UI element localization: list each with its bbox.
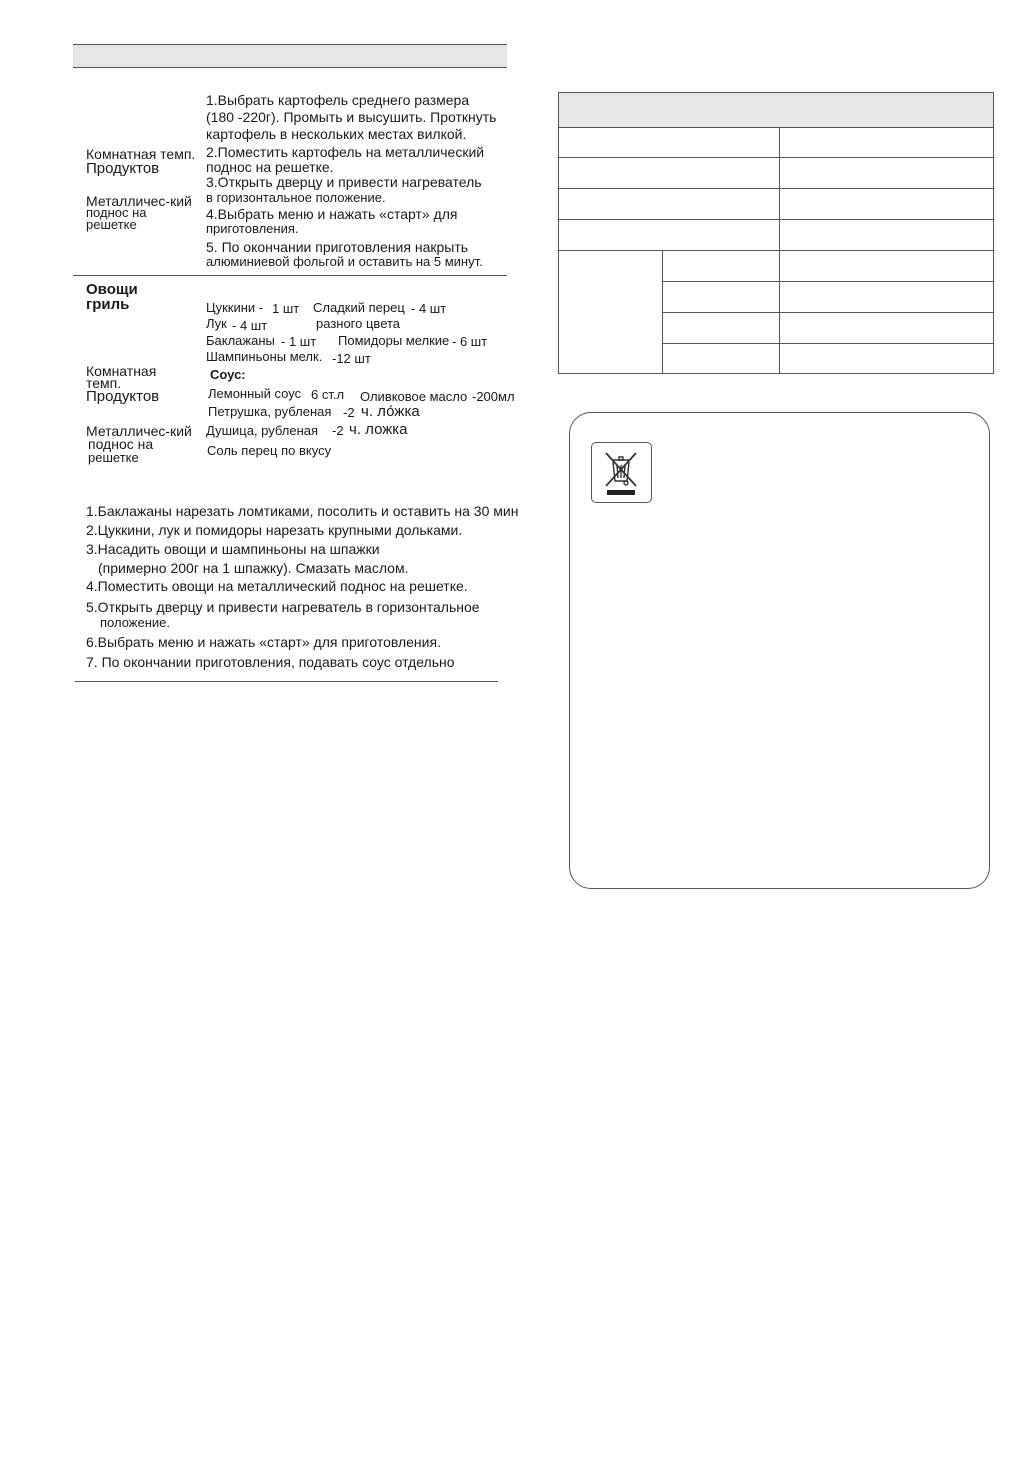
table-header [559, 93, 993, 128]
recipe1-tray-label: поднос на [86, 205, 147, 220]
recipe2-temp-label: Комнатная [86, 363, 157, 379]
ingredient-qty: - 4 шт [411, 301, 447, 316]
recipe2-temp-label: темп. [86, 375, 122, 391]
sauce-item: Лемонный соус [208, 386, 302, 401]
recipe2-tray-label: поднос на [88, 436, 154, 452]
ingredient-qty: 1 шт [272, 301, 300, 316]
specification-table [558, 92, 994, 374]
recipe2-step-line: 3.Насадить овощи и шампиньоны на шпажки [86, 541, 380, 557]
sauce-qty: -2 [343, 405, 355, 420]
recipe2-step-line: 2.Цуккини, лук и помидоры нарезать крупными дольками. [86, 522, 463, 538]
ingredient-name: Сладкий перец [313, 300, 405, 315]
table-row-line [559, 188, 993, 189]
recipe2-step-line: положение. [100, 615, 171, 630]
table-row-line [559, 250, 993, 251]
ingredient-qty: - 6 шт [452, 334, 488, 349]
sauce-item: Петрушка, рубленая [208, 404, 332, 419]
sauce-qty: -2 [332, 423, 344, 438]
sauce-item: Душица, рубленая [206, 423, 319, 438]
bottom-rule [75, 681, 498, 682]
recipe1-step-line: поднос на решетке. [206, 159, 334, 175]
recipe1-step-line: (180 -220г). Промыть и высушить. Проткнуть [206, 109, 497, 125]
recipe1-step-line: 1.Выбрать картофель среднего размера [206, 92, 470, 108]
ingredient-name: Цуккини - [206, 300, 264, 315]
ingredient-name: Шампиньоны мелк. [206, 349, 323, 364]
table-row-line [662, 281, 993, 282]
table-col-line [779, 127, 780, 373]
recipe2-step-line: 4.Поместить овощи на металлический поднос на решетке. [86, 578, 468, 594]
table-row-line [662, 312, 993, 313]
recipe2-tray-label: Металличес-кий [86, 423, 192, 439]
ingredient-qty: - 4 шт [232, 318, 268, 333]
table-row-line [559, 219, 993, 220]
sauce-item: Оливковое масло [360, 389, 468, 404]
recipe2-title: гриль [86, 296, 130, 313]
recipe1-step-line: алюминиевой фольгой и оставить на 5 минут. [206, 254, 483, 269]
table-row-line [559, 157, 993, 158]
sauce-item: Соль перец по вкусу [207, 443, 332, 458]
recipe2-step-line: 5.Открыть дверцу и привести нагреватель в горизонтальное [86, 599, 480, 615]
recipe2-temp-label: Продуктов [86, 388, 160, 405]
left-header-bar [73, 44, 507, 68]
recipe1-step-line: 2.Поместить картофель на металлический [206, 144, 485, 160]
recipe1-step-line: в горизонтальное положение. [206, 190, 386, 205]
sauce-unit: ч. ло́жка [361, 403, 420, 420]
recipe1-step-line: картофель в нескольких местах вилкой. [206, 126, 467, 142]
recipe1-temp-label: Продуктов [86, 160, 160, 177]
recipe2-step-line: 1.Баклажаны нарезать ломтиками, посолить и оставить на 30 мин [86, 503, 519, 519]
ingredient-name: Баклажаны [206, 333, 275, 348]
recipe1-tray-label: Металличес-кий [86, 193, 192, 209]
sauce-qty: 6 ст.л [311, 387, 345, 402]
table-row-line [662, 343, 993, 344]
crossed-bin-graphic [592, 443, 650, 501]
recipe1-step-line: приготовления. [206, 221, 299, 236]
recipe2-tray-label: решетке [88, 450, 139, 465]
recipe1-temp-label: Комнатная темп. [86, 146, 196, 162]
recipe2-title: Овощи [86, 281, 138, 298]
sauce-unit: ч. ложка [349, 421, 408, 438]
ingredient-name: Лук [206, 316, 227, 331]
ingredient-name: Помидоры мелкие [338, 333, 450, 348]
sauce-label: Соус: [210, 367, 246, 382]
recipe2-step-line: 6.Выбрать меню и нажать «старт» для приготовления. [86, 634, 441, 650]
recipe1-tray-label: решетке [86, 217, 137, 232]
crossed-bin-icon [591, 442, 652, 503]
recipe1-step-line: 5. По окончании приготовления накрыть [206, 239, 469, 255]
recipe1-step-line: 4.Выбрать меню и нажать «старт» для [206, 206, 458, 222]
ingredient-qty: -12 шт [332, 351, 371, 366]
recipe2-step-line: (примерно 200г на 1 шпажку). Смазать маслом. [98, 560, 409, 576]
recipe2-step-line: 7. По окончании приготовления, подавать соус отдельно [86, 654, 455, 670]
ingredient-qty: - 1 шт [281, 334, 317, 349]
recipe1-step-line: 3.Открыть дверцу и привести нагреватель [206, 174, 482, 190]
table-col-line [662, 250, 663, 373]
ingredient-note: разного цвета [316, 316, 401, 331]
sauce-qty: -200мл [472, 389, 515, 404]
recipe-divider [73, 275, 507, 276]
